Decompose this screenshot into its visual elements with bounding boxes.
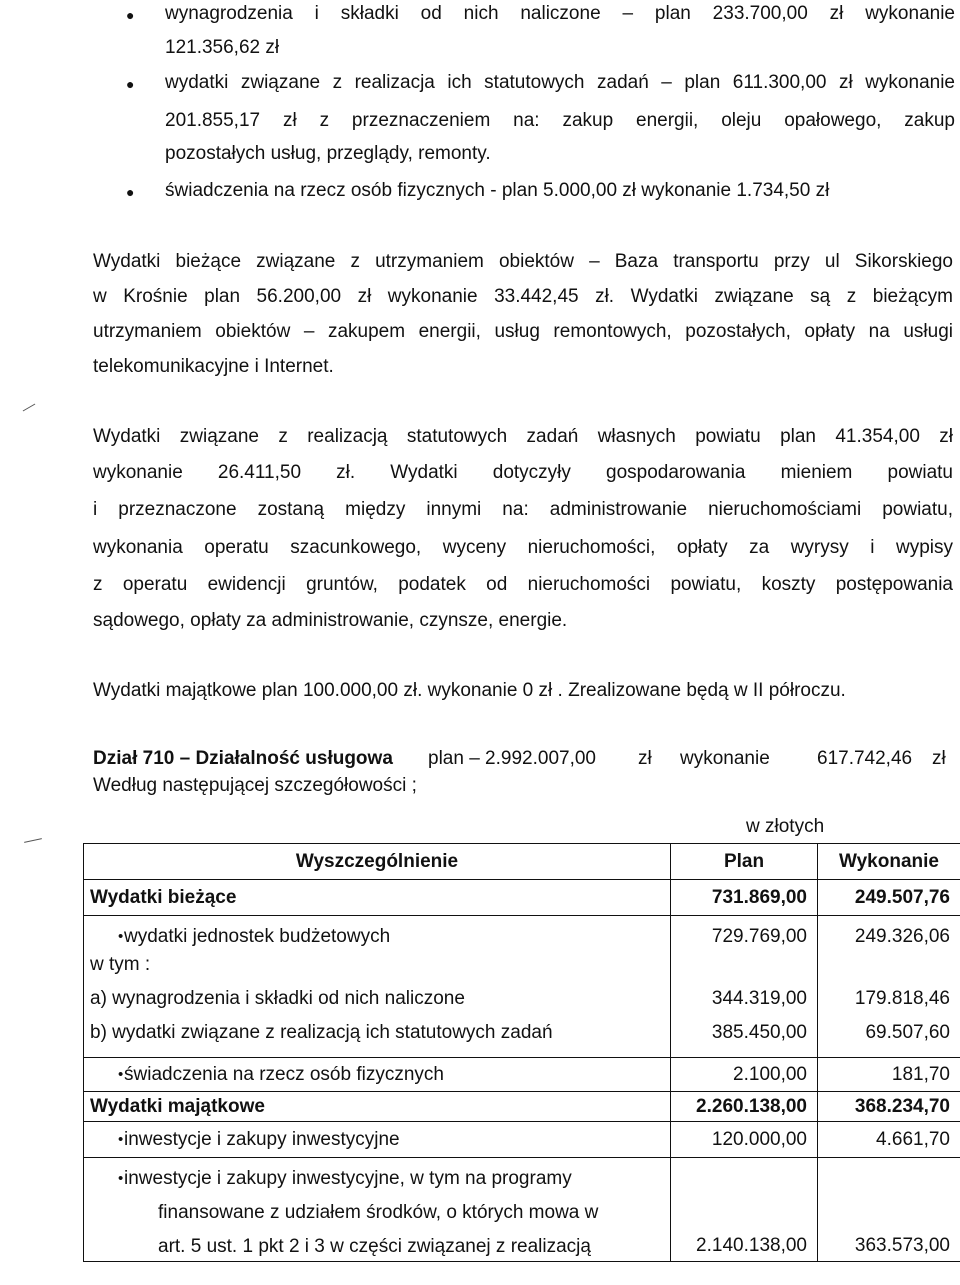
table-row: [84, 1122, 960, 1158]
section-subtitle: Według następującej szczegółowości ;: [93, 775, 417, 796]
paragraph-line: telekomunikacyjne i Internet.: [93, 356, 334, 377]
section-unit: zł: [638, 748, 652, 769]
plan-cell: 120.000,00: [671, 1122, 818, 1158]
section-wykonanie-value: 617.742,46: [817, 748, 913, 769]
table-row: [84, 916, 960, 1058]
bullet-line: 201.855,17 zł z przeznaczeniem na: zakup energii, oleju opałowego, zakup: [165, 110, 955, 131]
paragraph-line: sądowego, opłaty za administrowanie, czynsze, energie.: [93, 610, 568, 631]
row-label: finansowane z udziałem środków, o których mowa w: [158, 1202, 599, 1223]
bullet-line: pozostałych usług, przeglądy, remonty.: [165, 143, 491, 164]
plan-cell: 344.319,00: [711, 988, 807, 1009]
row-label: • inwestycje i zakupy inwestycyjne, w tym na programy: [90, 1168, 664, 1190]
paragraph-line: utrzymaniem obiektów – zakupem energii, usług remontowych, pozostałych, opłaty na usługi: [93, 321, 953, 342]
section-unit: zł: [932, 748, 946, 769]
unit-label: w złotych: [746, 816, 825, 837]
table-row: [84, 1058, 960, 1092]
bullet-marker: ●: [126, 76, 135, 92]
row-label: a) wynagrodzenia i składki od nich naliczone: [90, 988, 465, 1009]
plan-cell: 2.100,00: [671, 1058, 818, 1092]
bullet-line: wydatki związane z realizacja ich statutowych zadań – plan 611.300,00 zł wykonanie: [165, 72, 955, 93]
paragraph-line: z operatu ewidencji gruntów, podatek od nieruchomości powiatu, koszty postępowania: [93, 574, 953, 595]
row-label: b) wydatki związane z realizacją ich statutowych zadań: [90, 1022, 553, 1043]
paragraph-line: Wydatki bieżące związane z utrzymaniem obiektów – Baza transportu przy ul Sikorskiego: [93, 251, 953, 272]
wykonanie-cell: 368.234,70: [818, 1092, 960, 1122]
plan-cell: 385.450,00: [711, 1022, 807, 1043]
section-wykonanie-label: wykonanie: [680, 748, 770, 769]
plan-cell: 731.869,00: [671, 880, 818, 916]
plan-cell: 2.140.138,00: [671, 1158, 818, 1262]
row-label: Wydatki bieżące: [84, 880, 671, 916]
table-row: [84, 1092, 960, 1122]
scan-mark: [24, 838, 42, 843]
wykonanie-cell: 363.573,00: [818, 1158, 960, 1262]
column-header: Wyszczególnienie: [84, 844, 671, 880]
column-header: Wykonanie: [818, 844, 960, 880]
wykonanie-cell: 179.818,46: [854, 988, 950, 1009]
plan-cell: 729.769,00: [711, 926, 807, 947]
budget-table: [83, 843, 960, 1262]
row-label: • inwestycje i zakupy inwestycyjne: [90, 1129, 664, 1151]
row-label: w tym :: [90, 954, 151, 975]
table-row: [84, 880, 960, 916]
row-label-cell: [84, 1122, 671, 1158]
row-label: art. 5 ust. 1 pkt 2 i 3 w części związanej z realizacją: [158, 1236, 591, 1257]
bullet-line: świadczenia na rzecz osób fizycznych - plan 5.000,00 zł wykonanie 1.734,50 zł: [165, 180, 830, 201]
wykonanie-cell: 69.507,60: [865, 1022, 950, 1043]
scan-mark: [23, 404, 36, 412]
plan-cell: 2.260.138,00: [671, 1092, 818, 1122]
bullet-line: 121.356,62 zł: [165, 37, 280, 58]
wykonanie-cell: 4.661,70: [818, 1122, 960, 1158]
paragraph-line: i przeznaczone zostaną między innymi na: administrowanie nieruchomościami powiatu,: [93, 499, 953, 520]
paragraph-line: wykonanie 26.411,50 zł. Wydatki dotyczyły gospodarowania mieniem powiatu: [93, 462, 953, 483]
section-title: Dział 710 – Działalność usługowa: [93, 748, 393, 769]
plan-cell-group: [671, 916, 818, 1058]
row-label-group: [84, 916, 671, 1058]
paragraph-line: wykonania operatu szacunkowego, wyceny nieruchomości, opłaty za wyrysy i wypisy: [93, 537, 953, 558]
row-label: Wydatki majątkowe: [84, 1092, 671, 1122]
row-label-cell: [84, 1058, 671, 1092]
bullet-marker: ●: [126, 7, 135, 23]
paragraph-line: Wydatki związane z realizacją statutowych zadań własnych powiatu plan 41.354,00 zł: [93, 426, 953, 447]
row-label: • wydatki jednostek budżetowych: [90, 926, 664, 948]
paragraph-wydatki-majatkowe: Wydatki majątkowe plan 100.000,00 zł. wykonanie 0 zł . Zrealizowane będą w II półroczu.: [93, 680, 846, 701]
row-label-cell: [84, 1158, 671, 1262]
section-plan: plan – 2.992.007,00: [428, 748, 596, 769]
wykonanie-cell: 249.326,06: [854, 926, 950, 947]
paragraph-line: w Krośnie plan 56.200,00 zł wykonanie 33.442,45 zł. Wydatki związane są z bieżącym: [93, 286, 953, 307]
wykonanie-cell-group: [818, 916, 960, 1058]
column-header: Plan: [671, 844, 818, 880]
table-row: [84, 1158, 960, 1262]
bullet-marker: ●: [126, 184, 135, 200]
row-label: • świadczenia na rzecz osób fizycznych: [90, 1064, 664, 1086]
bullet-line: wynagrodzenia i składki od nich naliczone – plan 233.700,00 zł wykonanie: [165, 3, 955, 24]
table-header-row: [84, 844, 960, 880]
wykonanie-cell: 181,70: [818, 1058, 960, 1092]
wykonanie-cell: 249.507,76: [818, 880, 960, 916]
